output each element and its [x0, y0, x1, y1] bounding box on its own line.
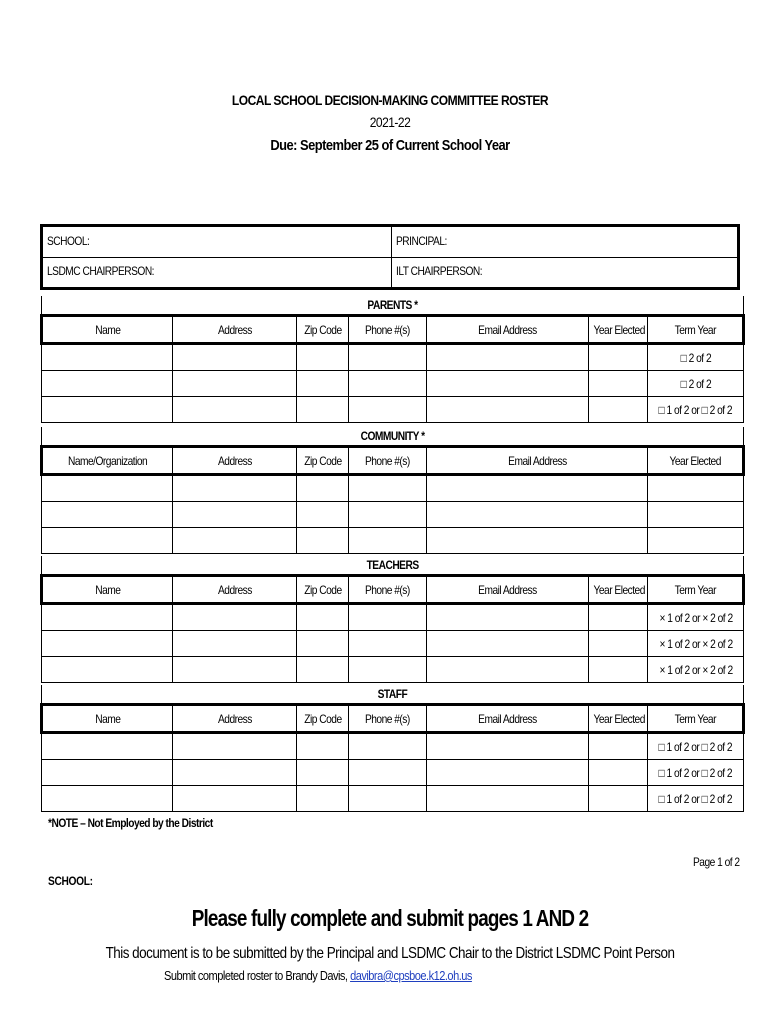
col-email: Email Address: [427, 316, 589, 344]
col-term-year: Term Year: [648, 316, 744, 344]
col-zip: Zip Code: [297, 316, 349, 344]
table-row: [42, 631, 744, 657]
term-option[interactable]: □ 1 of 2 or □ 2 of 2: [648, 760, 744, 786]
col-name: Name: [42, 576, 173, 604]
table-row: [42, 657, 744, 683]
col-address: Address: [173, 447, 297, 475]
submit-instruction: Please fully complete and submit pages 1 AND 2: [191, 905, 589, 931]
col-phone: Phone #(s): [349, 705, 427, 733]
col-email: Email Address: [427, 447, 648, 475]
info-row-2: [43, 257, 737, 287]
col-name: Name: [42, 705, 173, 733]
table-row: [42, 397, 744, 423]
community-title: COMMUNITY *: [42, 427, 744, 447]
col-year-elected: Year Elected: [589, 316, 648, 344]
teachers-table: [40, 556, 745, 683]
col-year-elected: Year Elected: [589, 705, 648, 733]
lsdmc-chairperson-label: LSDMC CHAIRPERSON:: [47, 264, 155, 278]
school-label: SCHOOL:: [47, 234, 90, 248]
page-number: Page 1 of 2: [693, 855, 740, 869]
principal-label: PRINCIPAL:: [396, 234, 447, 248]
term-option[interactable]: × 1 of 2 or × 2 of 2: [648, 657, 744, 683]
col-phone: Phone #(s): [349, 447, 427, 475]
table-row: [42, 733, 744, 760]
ilt-chairperson-label: ILT CHAIRPERSON:: [396, 264, 483, 278]
col-name-organization: Name/Organization: [42, 447, 173, 475]
table-row: [42, 344, 744, 371]
col-address: Address: [173, 576, 297, 604]
parents-table: [40, 296, 745, 423]
employment-note: *NOTE – Not Employed by the District: [48, 816, 213, 830]
col-term-year: Term Year: [648, 705, 744, 733]
teachers-title: TEACHERS: [42, 556, 744, 576]
due-date: Due: September 25 of Current School Year: [270, 137, 510, 154]
col-name: Name: [42, 316, 173, 344]
community-header-row: [42, 447, 744, 475]
table-row: [42, 528, 744, 554]
term-option[interactable]: □ 1 of 2 or □ 2 of 2: [648, 786, 744, 812]
parents-title: PARENTS *: [42, 296, 744, 316]
contact-line: [164, 968, 472, 983]
col-address: Address: [173, 705, 297, 733]
community-table: [40, 427, 745, 554]
table-row: [42, 786, 744, 812]
info-divider: [391, 227, 392, 287]
term-option[interactable]: □ 1 of 2 or □ 2 of 2: [648, 733, 744, 760]
col-zip: Zip Code: [297, 447, 349, 475]
info-row-1: [43, 227, 737, 258]
staff-table: [40, 685, 745, 812]
term-option[interactable]: □ 1 of 2 or □ 2 of 2: [648, 397, 744, 423]
col-email: Email Address: [427, 576, 589, 604]
contact-text: Submit completed roster to Brandy Davis,: [164, 968, 348, 983]
school-year: 2021-22: [369, 114, 411, 130]
col-year-elected: Year Elected: [648, 447, 744, 475]
teachers-header-row: [42, 576, 744, 604]
term-option[interactable]: × 1 of 2 or × 2 of 2: [648, 631, 744, 657]
staff-title: STAFF: [42, 685, 744, 705]
term-option[interactable]: × 1 of 2 or × 2 of 2: [648, 604, 744, 631]
submission-line: This document is to be submitted by the Principal and LSDMC Chair to the District LSDMC Point Person: [105, 945, 675, 962]
col-term-year: Term Year: [648, 576, 744, 604]
contact-email-link[interactable]: davibra@cpsboe.k12.oh.us: [350, 968, 472, 983]
term-option[interactable]: □ 2 of 2: [648, 371, 744, 397]
col-phone: Phone #(s): [349, 576, 427, 604]
col-address: Address: [173, 316, 297, 344]
table-row: [42, 475, 744, 502]
term-option[interactable]: □ 2 of 2: [648, 344, 744, 371]
col-zip: Zip Code: [297, 705, 349, 733]
school-info-box: [40, 224, 740, 290]
col-phone: Phone #(s): [349, 316, 427, 344]
footer-school-label: SCHOOL:: [48, 874, 93, 888]
staff-header-row: [42, 705, 744, 733]
table-row: [42, 502, 744, 528]
document-title: LOCAL SCHOOL DECISION-MAKING COMMITTEE ROSTER: [231, 92, 549, 108]
table-row: [42, 604, 744, 631]
table-row: [42, 371, 744, 397]
parents-header-row: [42, 316, 744, 344]
col-year-elected: Year Elected: [589, 576, 648, 604]
col-email: Email Address: [427, 705, 589, 733]
col-zip: Zip Code: [297, 576, 349, 604]
table-row: [42, 760, 744, 786]
